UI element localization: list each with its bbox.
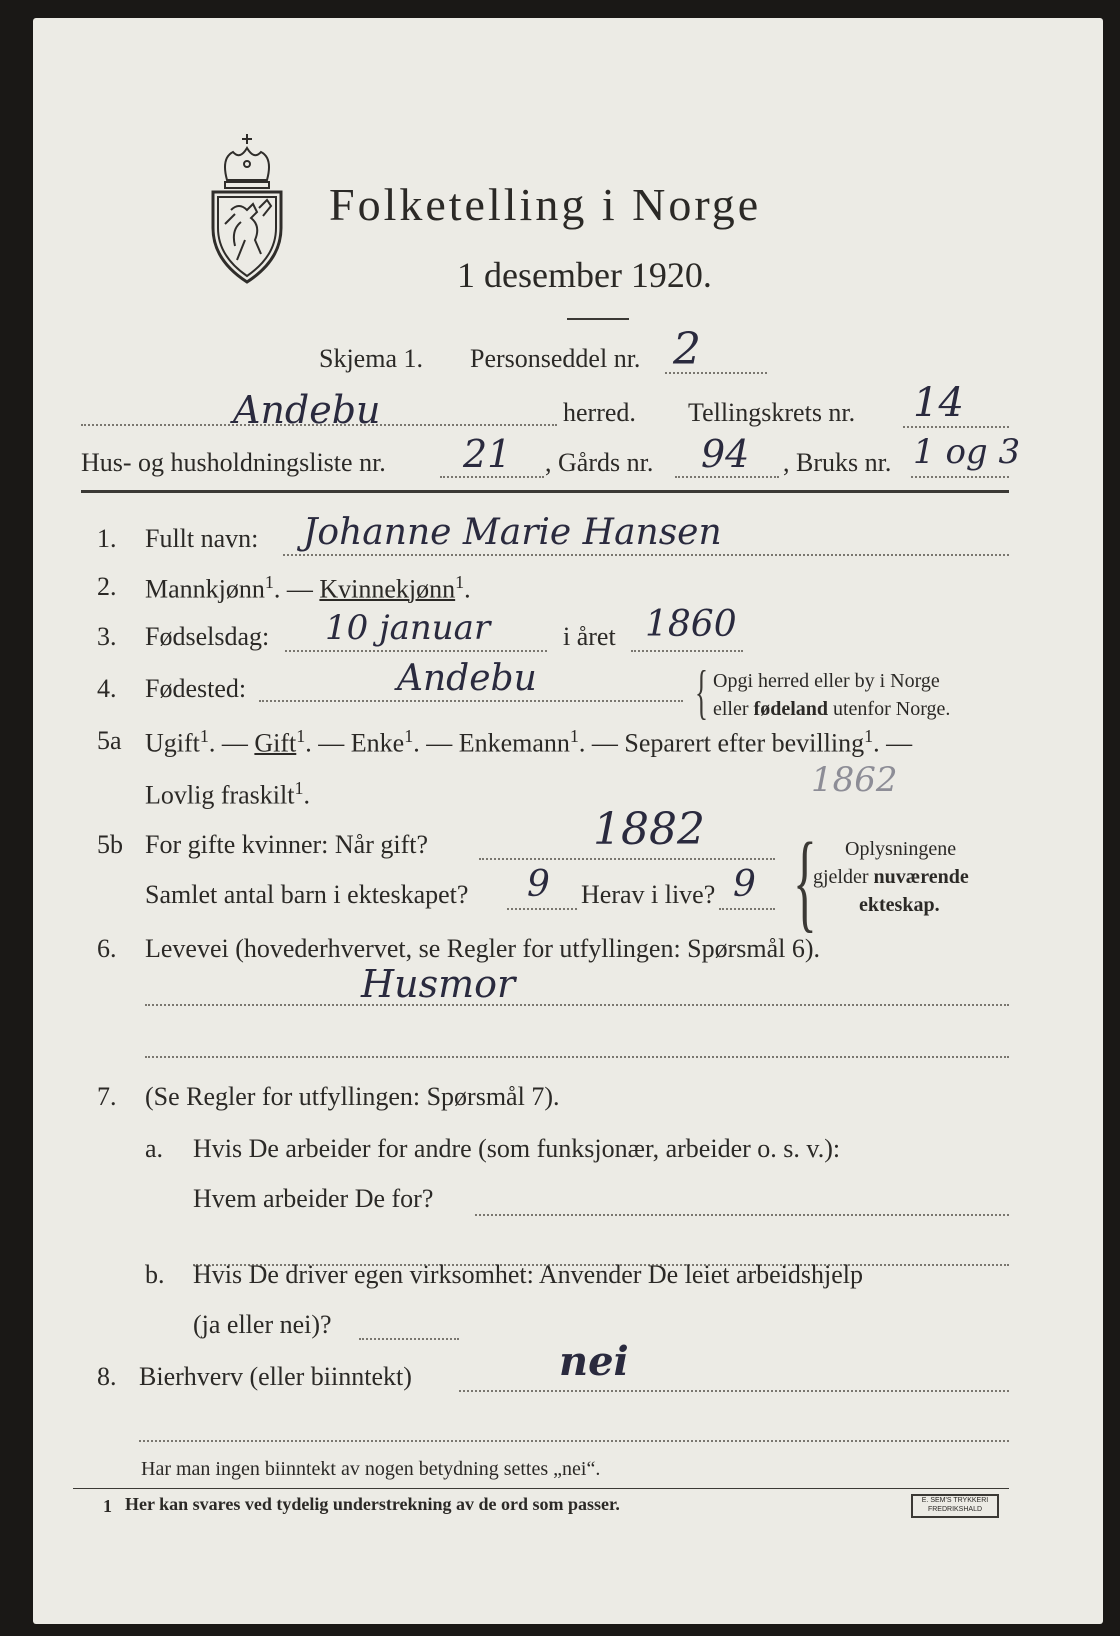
tellingskrets-line	[903, 426, 1009, 428]
q3-year-label: i året	[563, 622, 616, 651]
q5a-pencil-note: 1862	[811, 760, 898, 800]
q7a-question: Hvem arbeider De for?	[193, 1184, 434, 1213]
bruks-value: 1 og 3	[913, 432, 1021, 472]
norway-coat-of-arms-icon	[201, 130, 293, 288]
q1-label: Fullt navn:	[145, 524, 259, 553]
herred-value: Andebu	[233, 388, 381, 432]
q1-full-name-value: Johanne Marie Hansen	[303, 512, 722, 553]
gards-value: 94	[701, 432, 750, 476]
q3-birthday-value: 10 januar	[325, 608, 491, 648]
q4-line	[259, 700, 683, 702]
q3-line	[285, 650, 547, 652]
herred-label: herred.	[563, 398, 636, 427]
q7b-number: b.	[145, 1260, 165, 1289]
header-separator	[81, 490, 1009, 493]
q8-line-2	[139, 1440, 1009, 1442]
q2-male: Mannkjønn	[145, 574, 265, 604]
q5b-married-year-value: 1882	[593, 804, 705, 855]
q7-label: (Se Regler for utfyllingen: Spørsmål 7).	[145, 1082, 560, 1111]
tellingskrets-label: Tellingskrets nr.	[688, 398, 856, 427]
q3-number: 3.	[97, 622, 117, 651]
gards-label: , Gårds nr.	[545, 448, 654, 477]
q7a-label: Hvis De arbeider for andre (som funksjonær, arbeider o. s. v.):	[193, 1134, 841, 1163]
husliste-line	[440, 476, 544, 478]
q3-year-value: 1860	[645, 604, 737, 645]
personseddel-value: 2	[673, 324, 701, 375]
q5b-label: For gifte kvinner: Når gift?	[145, 830, 429, 859]
q5a-marital-options: Ugift$^1$. — Gift$^1$. — Enke$^1$. — Enkemann$^1$. — Separert efter bevilling$^1$. —	[145, 726, 913, 758]
q3-year-line	[631, 650, 743, 652]
q5b-alive-line	[719, 908, 775, 910]
q2-number: 2.	[97, 572, 117, 601]
q5b-alive-value: 9	[733, 864, 756, 905]
husliste-label: Hus- og husholdningsliste nr.	[81, 448, 386, 477]
q5b-line	[479, 858, 775, 860]
form-title: Folketelling i Norge	[329, 179, 762, 230]
gards-line	[675, 476, 779, 478]
q5b-number: 5b	[97, 830, 123, 859]
footnote-text: Her kan svares ved tydelig understrekning av de ord som passer.	[125, 1494, 620, 1514]
q7a-line-1	[475, 1214, 1009, 1216]
bruks-label: , Bruks nr.	[783, 448, 892, 477]
q5b-children-line	[507, 908, 577, 910]
q3-label: Fødselsdag:	[145, 622, 270, 651]
q5b-note-line1: Oplysningene	[845, 838, 957, 860]
q4-number: 4.	[97, 674, 117, 703]
q1-line	[283, 554, 1009, 556]
q8-side-income-value: nei	[559, 1338, 629, 1385]
personseddel-label: Personseddel nr.	[470, 344, 641, 373]
q2-female-underlined: Kvinnekjønn	[319, 574, 456, 604]
q6-occupation-value: Husmor	[361, 962, 516, 1006]
census-date: 1 desember 1920.	[457, 255, 712, 295]
q5b-note-line2: gjelder nuværende	[813, 866, 969, 888]
q6-line-1	[145, 1004, 1009, 1006]
q8-number: 8.	[97, 1362, 117, 1391]
q7b-line	[359, 1338, 459, 1340]
husliste-value: 21	[463, 432, 512, 476]
q5b-note-line3: ekteskap.	[859, 894, 940, 916]
title-divider	[567, 318, 629, 320]
footnote-separator	[73, 1488, 1009, 1489]
q7b-question: (ja eller nei)?	[193, 1310, 332, 1339]
q4-note-line2: eller fødeland utenfor Norge.	[713, 698, 951, 720]
q7b-label: Hvis De driver egen virksomhet: Anvender De leiet arbeidshjelp	[193, 1260, 864, 1289]
footer-note: Har man ingen biinntekt av nogen betydning settes „nei“.	[141, 1458, 601, 1480]
census-form: Folketelling i Norge 1 desember 1920. Skjema 1. Personseddel nr. 2 Andebu herred. Tellingskrets nr. 14 Hus- og husholdningsliste nr. 21 , Gårds nr. 94 , Bruks nr. 1 og 3 1. Fullt navn: Johanne Marie Hansen 2. Mannkjønn$^1$. — Kvinnekjønn$^1$. 3. Fødselsdag: 10 januar i året 1860 4. Fødested: Andebu { Opgi herred eller by i Norge eller fødeland utenfor Norge. 5a Ugift$^1$. — Gift$^1$. — Enke$^1$. — Enkemann$^1$. — Separert efter bevilling$^1$. — Lovlig fraskilt$^1$. 1862 5b For gifte kvinner: Når gift? 1882 Samlet antal barn i ekteskapet? 9 Herav i live? 9 { Oplysningene gjelder nuværende ekteskap. 6. Levevei (hovederhvervet, se Regler for utfyllingen: Spørsmål 6). Husmor 7. (Se Regler for utfyllingen: Spørsmål 7). a. Hvis De arbeider for andre (som funksjonær, arbeider o. s. v.): Hvem arbeider De for? b. Hvis De driver egen virksomhet: Anvender De leiet arbeidshjelp (ja eller nei)? 8. Bierhverv (eller biinntekt) nei Har man ingen biinntekt av nogen betydning settes „nei“. 1 Her kan svares ved tydelig understrekning av de ord som passer. E. SEM'S TRYKKERI FREDRIKSHALD	[33, 18, 1103, 1624]
q4-label: Fødested:	[145, 674, 247, 703]
printer-stamp: E. SEM'S TRYKKERI FREDRIKSHALD	[911, 1494, 999, 1518]
q7-number: 7.	[97, 1082, 117, 1111]
q5b-children-value: 9	[527, 864, 550, 905]
skjema-label: Skjema 1.	[319, 344, 423, 373]
q8-label: Bierhverv (eller biinntekt)	[139, 1362, 412, 1391]
bruks-line	[911, 476, 1009, 478]
q5a-number: 5a	[97, 726, 122, 755]
q5b-children-label: Samlet antal barn i ekteskapet?	[145, 880, 469, 909]
q6-number: 6.	[97, 934, 117, 963]
q4-note-line1: Opgi herred eller by i Norge	[713, 670, 940, 692]
tellingskrets-value: 14	[913, 380, 964, 426]
footnote-marker: 1	[103, 1496, 112, 1516]
q6-line-2	[145, 1056, 1009, 1058]
q2-sex-options: Mannkjønn$^1$. — Kvinnekjønn$^1$.	[145, 572, 471, 604]
q8-line-1	[459, 1390, 1009, 1392]
q7a-number: a.	[145, 1134, 164, 1163]
q1-number: 1.	[97, 524, 117, 553]
q5b-alive-label: Herav i live?	[581, 880, 716, 909]
q6-label: Levevei (hovederhvervet, se Regler for utfyllingen: Spørsmål 6).	[145, 934, 821, 963]
q5a-gift-underlined: Gift	[254, 728, 297, 758]
q4-birthplace-value: Andebu	[397, 658, 537, 699]
q5a-fraskilt: Lovlig fraskilt$^1$.	[145, 778, 310, 810]
